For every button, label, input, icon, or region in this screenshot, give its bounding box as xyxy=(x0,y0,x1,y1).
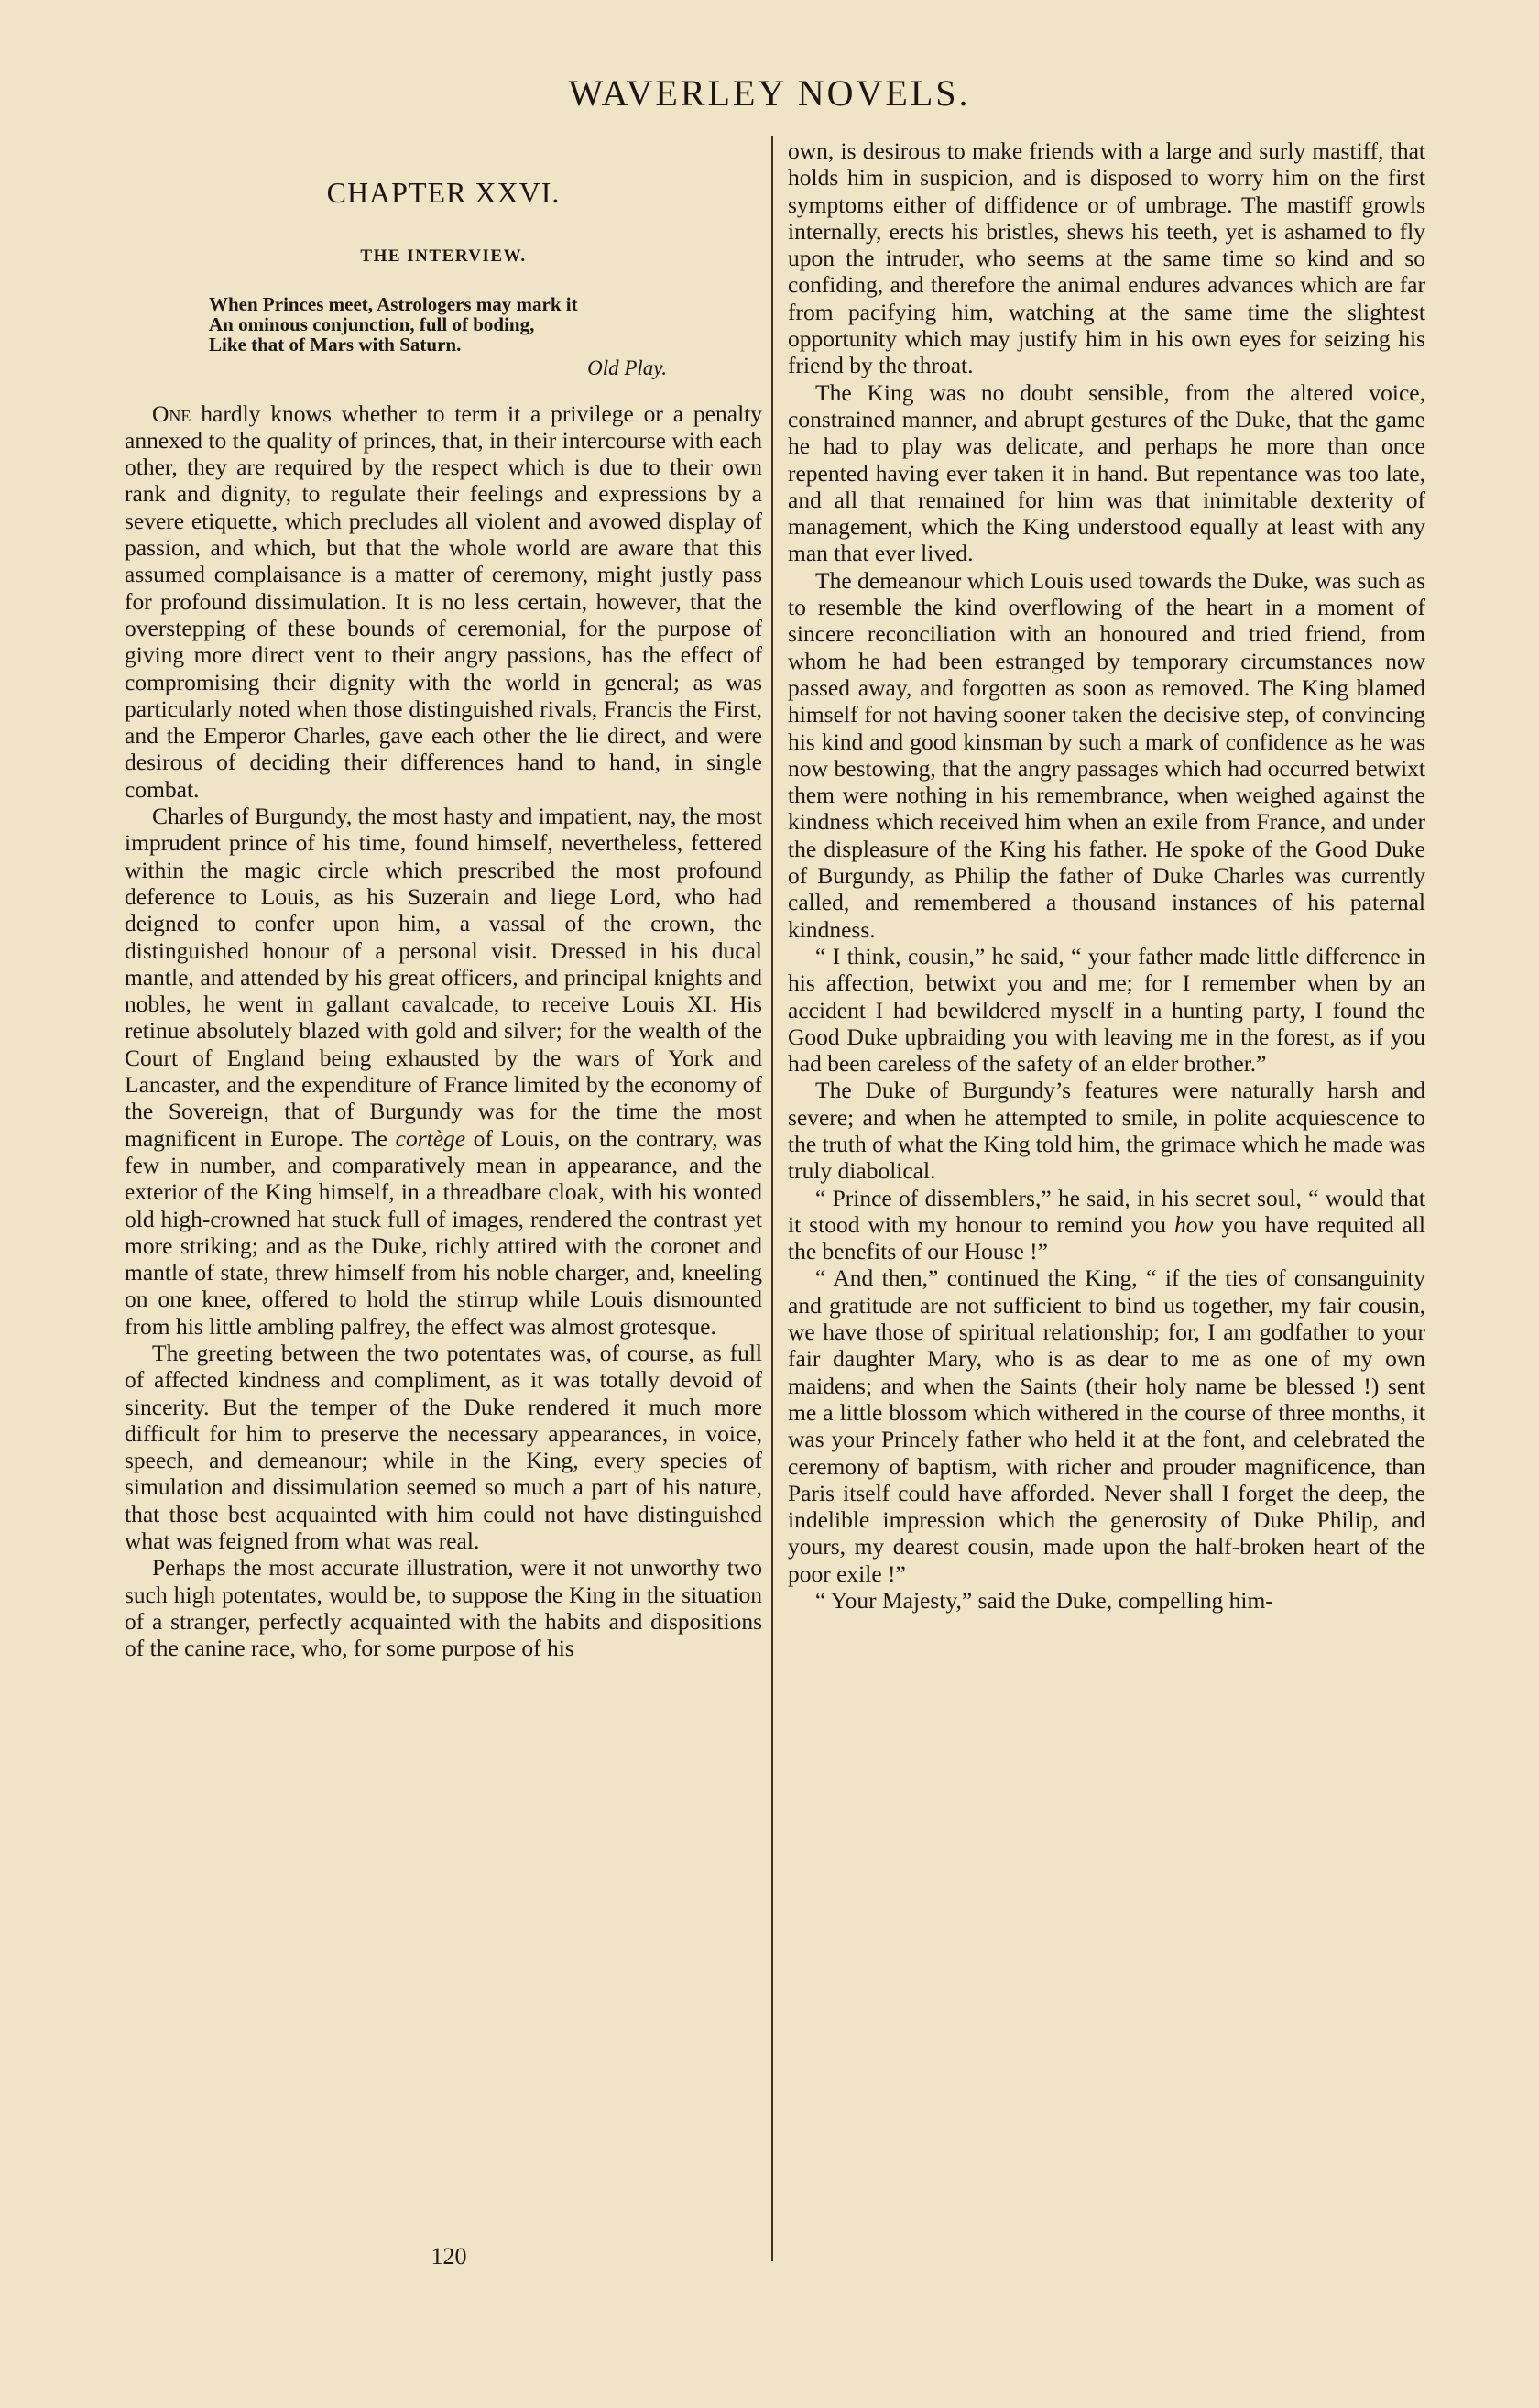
paragraph-text: you have requited all the benefits of our House !” xyxy=(788,1210,1426,1265)
left-column xyxy=(125,137,762,1662)
paragraph xyxy=(788,1185,1425,1265)
paragraph-text: of Louis, on the contrary, was few in number, and comparatively mean in appearance, and the exterior of the King himself, in a threadbare cloak, with his wonted old high-crowned hat stuck full of images, rendered the contrast yet more striking; and as the Duke, richly attired with the coronet and mantle of state, threw himself from his noble charger, and, kneeling on one knee, offered to hold the stirrup while Louis dismounted from his little ambling palfrey, the effect was almost grotesque. xyxy=(125,1124,762,1340)
column-divider xyxy=(771,136,773,2261)
paragraph xyxy=(125,803,762,1340)
italic-term: cortège xyxy=(395,1124,466,1152)
paragraph-text: “ Prince of dissemblers,” he said, in his secret soul, “ would that it stood with my honour to remind you xyxy=(788,1184,1425,1238)
epigraph-line: When Princes meet, Astrologers may mark it xyxy=(209,292,578,315)
paragraph xyxy=(125,400,762,803)
paragraph: Perhaps the most accurate illustration, were it not unworthy two such high potentates, would be, to suppose the King in the situation of a stranger, perfectly acquainted with the habits and dispositions of the canine race, who, for some purpose of his xyxy=(125,1554,762,1662)
italic-term: how xyxy=(1174,1210,1214,1238)
paragraph: own, is desirous to make friends with a large and surly mastiff, that holds him in suspicion, and is disposed to worry him on the first symptoms either of diffidence or of umbrage. The mastiff growls internally, erects his bristles, shews his teeth, yet is ashamed to fly upon the intruder, who seems at the same time so kind and so confiding, and therefore the animal endures advances which are far from pacifying him, watching at the same time the slightest opportunity which may justify him in his own eyes for seizing his friend by the throat. xyxy=(788,137,1425,379)
right-column xyxy=(788,137,1425,1614)
epigraph xyxy=(209,294,704,378)
page-number: 120 xyxy=(431,2243,467,2270)
paragraph: The demeanour which Louis used towards the Duke, was such as to resemble the kind overflowing of the heart in a moment of sincere reconciliation with an honoured and tried friend, from whom he had been estranged by temporary circumstances now passed away, and forgotten as soon as removed. The King blamed himself for not having sooner taken the decisive step, of convincing his kind and good kinsman by such a mark of confidence as he was now bestowing, that the angry passages which had occurred betwixt them were nothing in his remembrance, when weighed against the kindness which received him when an exile from France, and under the displeasure of the King his father. He spoke of the Good Duke of Burgundy, as Philip the father of Duke Charles was currently called, and remembered a thousand instances of his paternal kindness. xyxy=(788,566,1425,943)
paragraph-text: Charles of Burgundy, the most hasty and impatient, nay, the most imprudent prince of his time, found himself, nevertheless, fettered within the magic circle which prescribed the most profound deference to Louis, as his Suzerain and liege Lord, who had deigned to confer upon him, a vassal of the crown, the distinguished honour of a personal visit. Dressed in his ducal mantle, and attended by his great officers, and principal knights and nobles, he went in gallant cavalcade, to receive Louis XI. His retinue absolutely blazed with gold and silver; for the wealth of the Court of England being exhausted by the wars of York and Lancaster, and the expenditure of France limited by the economy of the Sovereign, that of Burgundy was for the time the most magnificent in Europe. The xyxy=(125,803,762,1152)
paragraph-text: hardly knows whether to term it a privilege or a penalty annexed to the quality of princes, that, in their intercourse with each other, they are required by the respect which is due to their own rank and dignity, to regulate their feelings and expressions by a severe etiquette, which precludes all violent and avowed display of passion, and which, but that the whole world are aware that this assumed complaisance is a matter of ceremony, might justly pass for profound dissimulation. It is no less certain, however, that the overstepping of these bounds of ceremonial, for the purpose of giving more direct vent to their angry passions, has the effect of compromising their dignity with the world in general; as was particularly noted when those distinguished rivals, Francis the First, and the Emperor Charles, gave each other the lie direct, and were desirous of deciding their differences hand to hand, in single combat. xyxy=(125,400,762,803)
drop-word: One xyxy=(152,400,191,427)
paragraph: “ And then,” continued the King, “ if the ties of consanguinity and gratitude are not sufficient to bind us together, my fair cousin, we have those of spiritual relationship; for, I am godfather to your fair daughter Mary, who is as dear to me as one of my own maidens; and when the Saints (their holy name be blessed !) sent me a little blossom which withered in the course of three months, it was your Princely father who held it at the font, and celebrated the ceremony of baptism, with richer and prouder magnificence, than Paris itself could have afforded. Never shall I forget the deep, the indelible impression which the generosity of Duke Philip, and yours, my dearest cousin, made upon the half-broken heart of the poor exile !” xyxy=(788,1264,1425,1587)
epigraph-line: Like that of Mars with Saturn. xyxy=(209,333,462,356)
paragraph: “ Your Majesty,” said the Duke, compelling him- xyxy=(815,1587,1273,1614)
paragraph: “ I think, cousin,” he said, “ your father made little difference in his affection, betwixt you and me; for I remember when by an accident I had bewildered myself in a hunting party, I found the Good Duke upbraiding you with leaving me in the forest, as if you had been careless of the safety of an elder brother.” xyxy=(788,942,1425,1078)
epigraph-line: An ominous conjunction, full of boding, xyxy=(209,312,535,335)
section-title: THE INTERVIEW. xyxy=(360,246,527,267)
chapter-title: CHAPTER XXVI. xyxy=(326,176,561,209)
paragraph: The Duke of Burgundy’s features were naturally harsh and severe; and when he attempted to smile, in polite acquiescence to the truth of what the King told him, the grimace which he made was truly diabolical. xyxy=(788,1077,1425,1185)
running-head: WAVERLEY NOVELS. xyxy=(568,72,971,114)
paragraph: The greeting between the two potentates was, of course, as full of affected kindness and compliment, as it was totally devoid of sincerity. But the temper of the Duke rendered it much more difficult for him to preserve the necessary appearances, in voice, speech, and demeanour; while in the King, every species of simulation and dissimulation seemed so much a part of his nature, that those best acquainted with him could not have distinguished what was feigned from what was real. xyxy=(125,1339,762,1555)
paragraph: The King was no doubt sensible, from the altered voice, constrained manner, and abrupt gestures of the Duke, that the game he had to play was delicate, and perhaps he more than once repented having ever taken it in hand. But repentance was too late, and all that remained for him was that inimitable dexterity of management, which the King understood equally at least with any man that ever lived. xyxy=(788,378,1425,567)
epigraph-source: Old Play. xyxy=(587,356,667,379)
